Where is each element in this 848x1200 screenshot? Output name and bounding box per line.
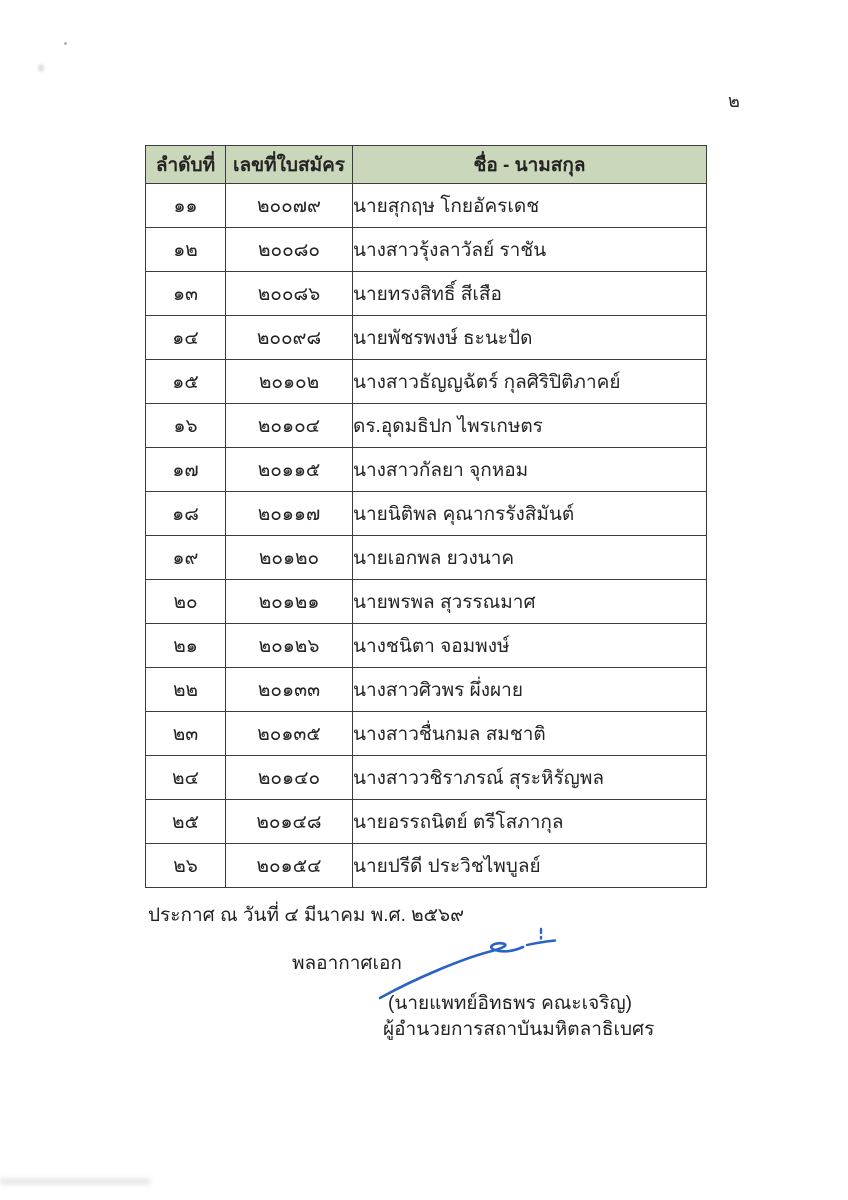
app-no-cell: ๒๐๑๔๐: [226, 756, 353, 800]
order-cell: ๑๗: [146, 448, 226, 492]
order-cell: ๒๒: [146, 668, 226, 712]
app-no-cell: ๒๐๑๒๐: [226, 536, 353, 580]
order-cell: ๑๔: [146, 316, 226, 360]
order-cell: ๑๕: [146, 360, 226, 404]
name-cell: นายสุกฤษ โกยอัครเดช: [353, 184, 707, 228]
app-no-cell: ๒๐๑๑๕: [226, 448, 353, 492]
table-row: [146, 272, 707, 316]
order-cell: ๑๓: [146, 272, 226, 316]
table-row: [146, 404, 707, 448]
order-cell: ๑๖: [146, 404, 226, 448]
name-cell: นางสาวกัลยา จุกหอม: [353, 448, 707, 492]
name-cell: นางสาวธัญญฉัตร์ กุลศิริปิติภาคย์: [353, 360, 707, 404]
table-row: [146, 536, 707, 580]
header-app-no: เลขที่ใบสมัคร: [226, 146, 353, 184]
table-row: [146, 668, 707, 712]
order-cell: ๒๕: [146, 800, 226, 844]
name-cell: นางสาววชิราภรณ์ สุระหิรัญพล: [353, 756, 707, 800]
order-cell: ๑๘: [146, 492, 226, 536]
order-cell: ๑๒: [146, 228, 226, 272]
order-cell: ๑๑: [146, 184, 226, 228]
name-cell: นายเอกพล ยวงนาค: [353, 536, 707, 580]
app-no-cell: ๒๐๑๕๔: [226, 844, 353, 888]
table-body: [146, 184, 707, 888]
table-row: [146, 800, 707, 844]
name-cell: นางชนิตา จอมพงษ์: [353, 624, 707, 668]
name-cell: ดร.อุดมธิปก ไพรเกษตร: [353, 404, 707, 448]
app-no-cell: ๒๐๑๔๘: [226, 800, 353, 844]
app-no-cell: ๒๐๐๘๐: [226, 228, 353, 272]
order-cell: ๒๐: [146, 580, 226, 624]
signer-rank: พลอากาศเอก: [292, 953, 402, 974]
header-order: ลำดับที่: [146, 146, 226, 184]
name-cell: นายพัชรพงษ์ ธะนะปัด: [353, 316, 707, 360]
name-cell: นางสาวชื่นกมล สมชาติ: [353, 712, 707, 756]
table-row: [146, 448, 707, 492]
app-no-cell: ๒๐๑๒๖: [226, 624, 353, 668]
order-cell: ๒๖: [146, 844, 226, 888]
scan-artifact-dot: [64, 42, 67, 45]
table-row: [146, 580, 707, 624]
order-cell: ๒๔: [146, 756, 226, 800]
app-no-cell: ๒๐๑๑๗: [226, 492, 353, 536]
name-cell: นายนิติพล คุณากรรังสิมันต์: [353, 492, 707, 536]
order-cell: ๑๙: [146, 536, 226, 580]
app-no-cell: ๒๐๐๘๖: [226, 272, 353, 316]
app-no-cell: ๒๐๑๐๔: [226, 404, 353, 448]
name-cell: นางสาวรุ้งลาวัลย์ ราชัน: [353, 228, 707, 272]
name-cell: นางสาวศิวพร ผึ่งผาย: [353, 668, 707, 712]
signer-title: ผู้อำนวยการสถาบันมหิตลาธิเบศร: [383, 1019, 655, 1040]
name-cell: นายอรรถนิตย์ ตรีโสภากุล: [353, 800, 707, 844]
app-no-cell: ๒๐๑๓๓: [226, 668, 353, 712]
table-row: [146, 624, 707, 668]
table-row: [146, 756, 707, 800]
table-header-row: [146, 146, 707, 184]
table-row: [146, 316, 707, 360]
name-cell: นายพรพล สุวรรณมาศ: [353, 580, 707, 624]
app-no-cell: ๒๐๐๙๘: [226, 316, 353, 360]
scan-artifact-bottom: [0, 1178, 150, 1185]
app-no-cell: ๒๐๑๓๕: [226, 712, 353, 756]
table-row: [146, 844, 707, 888]
page-number: ๒: [728, 91, 740, 111]
table-row: [146, 360, 707, 404]
order-cell: ๒๑: [146, 624, 226, 668]
table-row: [146, 492, 707, 536]
name-cell: นายทรงสิทธิ์ สีเสือ: [353, 272, 707, 316]
name-cell: นายปรีดี ประวิชไพบูลย์: [353, 844, 707, 888]
order-cell: ๒๓: [146, 712, 226, 756]
app-no-cell: ๒๐๑๒๑: [226, 580, 353, 624]
header-name: ชื่อ - นามสกุล: [353, 146, 707, 184]
table-row: [146, 712, 707, 756]
app-no-cell: ๒๐๑๐๒: [226, 360, 353, 404]
announcement-date-line: ประกาศ ณ วันที่ ๔ มีนาคม พ.ศ. ๒๕๖๙: [148, 905, 465, 926]
table-row: [146, 228, 707, 272]
signer-name: (นายแพทย์อิทธพร คณะเจริญ): [388, 993, 632, 1014]
applicants-table: [145, 145, 707, 888]
scan-artifact-smudge: [38, 64, 44, 72]
table-row: [146, 184, 707, 228]
app-no-cell: ๒๐๐๗๙: [226, 184, 353, 228]
